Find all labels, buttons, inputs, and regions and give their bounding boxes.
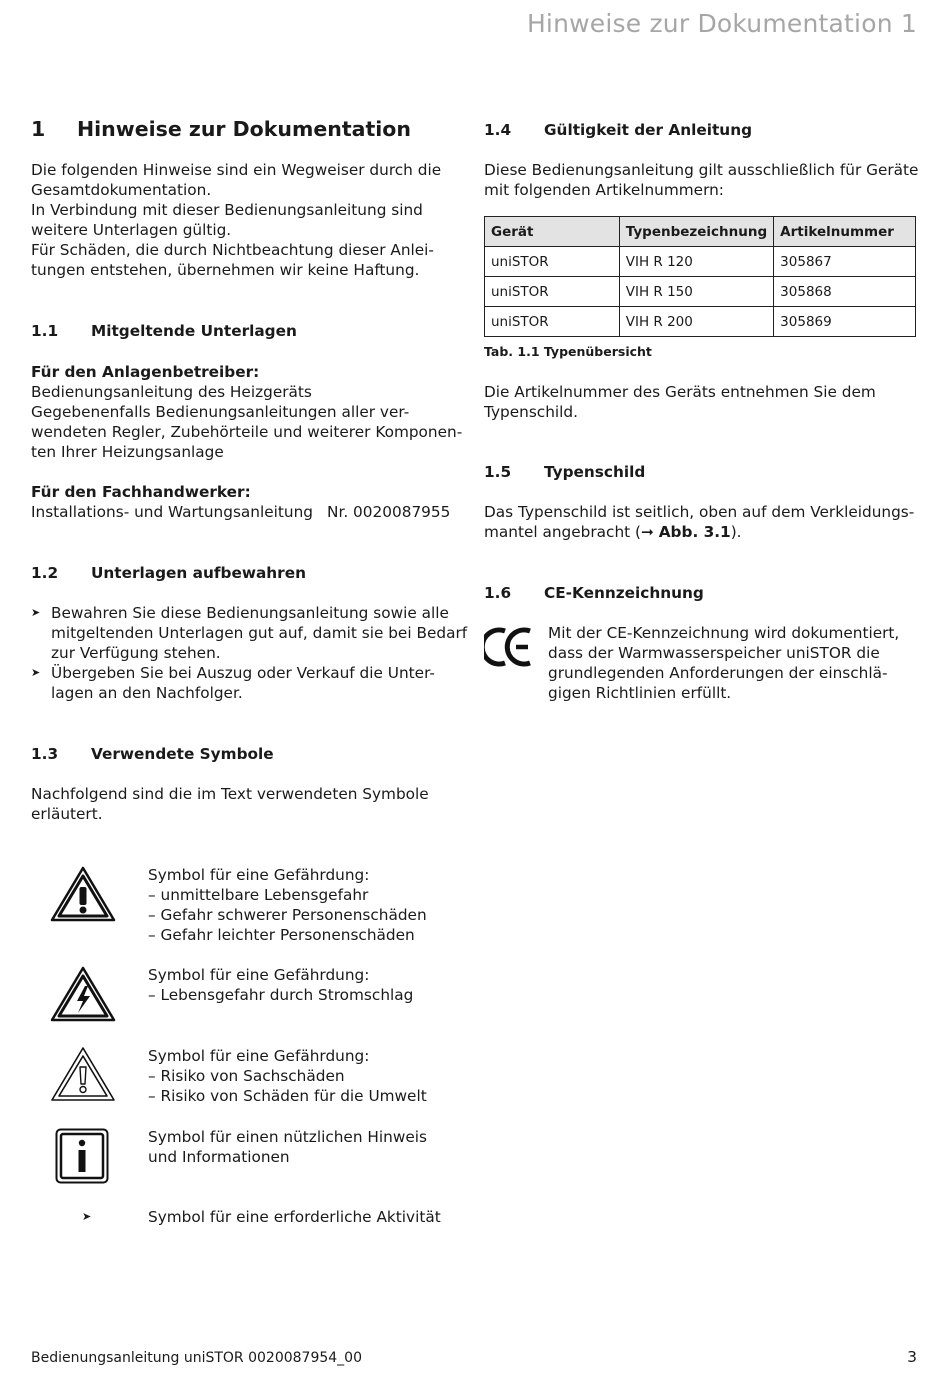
table-row [485, 307, 916, 337]
text-line: grundlegenden Anforderungen der einschlä- [548, 664, 888, 682]
text-line: Die folgenden Hinweise sind ein Wegweiser durch die [31, 161, 442, 179]
table-cell: uniSTOR [485, 277, 620, 307]
section-number: 1.5 [484, 463, 512, 481]
text-line: Bewahren Sie diese Bedienungsanleitung sowie alle [51, 604, 449, 622]
table-header-row [485, 217, 916, 247]
text-line: Typenschild. [484, 403, 578, 421]
section-number: 1.3 [31, 745, 59, 763]
text-line: erläutert. [31, 805, 103, 823]
symbol-caption: Symbol für einen nützlichen Hinweis [148, 1128, 427, 1146]
arrow-bullet-icon: ➤ [82, 1210, 92, 1223]
info-icon [55, 1128, 109, 1184]
symbol-caption: und Informationen [148, 1148, 290, 1166]
page-number: 3 [907, 1348, 917, 1366]
symbol-caption: Symbol für eine Gefährdung: [148, 866, 370, 884]
footer-doc-title: Bedienungsanleitung uniSTOR 0020087954_00 [31, 1350, 362, 1366]
symbol-caption: Symbol für eine Gefährdung: [148, 1047, 370, 1065]
danger-triangle-icon [50, 866, 116, 922]
warning-triangle-icon [50, 1046, 116, 1102]
text-line: wendeten Regler, Zubehörteile und weiterer Komponen- [31, 423, 463, 441]
table-cell: 305869 [774, 307, 916, 337]
text-line [484, 522, 742, 542]
column-header: Artikelnummer [774, 217, 916, 247]
text-line: mit folgenden Artikelnummern: [484, 181, 724, 199]
running-head: Hinweise zur Dokumentation 1 [526, 9, 917, 38]
text-line: Bedienungsanleitung des Heizgeräts [31, 383, 312, 401]
subheading: Für den Anlagenbetreiber: [31, 363, 260, 381]
section-number: 1.1 [31, 322, 59, 340]
chapter-number: 1 [31, 117, 46, 141]
chapter-title: Hinweise zur Dokumentation [77, 117, 411, 141]
text-line: Die Artikelnummer des Geräts entnehmen Sie dem [484, 383, 876, 401]
table-cell: 305868 [774, 277, 916, 307]
symbol-caption: – Risiko von Sachschäden [148, 1067, 345, 1085]
arrow-bullet-icon: ➤ [31, 666, 41, 679]
text-line: Gesamtdokumentation. [31, 181, 212, 199]
ce-mark-icon [484, 626, 534, 668]
symbol-caption: – Gefahr leichter Personenschäden [148, 926, 415, 944]
reference-arrow-icon: ➞ [641, 523, 654, 541]
text-line: Installations- und Wartungsanleitung [31, 503, 313, 521]
column-header: Gerät [485, 217, 620, 247]
symbol-caption: – Risiko von Schäden für die Umwelt [148, 1087, 427, 1105]
table-cell: VIH R 200 [619, 307, 773, 337]
text-line: Gegebenenfalls Bedienungsanleitungen aller ver- [31, 403, 410, 421]
section-heading: Unterlagen aufbewahren [91, 564, 306, 582]
symbol-caption: – unmittelbare Lebensgefahr [148, 886, 369, 904]
section-number: 1.6 [484, 584, 512, 602]
symbol-caption: – Lebensgefahr durch Stromschlag [148, 986, 414, 1004]
section-heading: Gültigkeit der Anleitung [544, 121, 753, 139]
table-row [485, 247, 916, 277]
symbol-caption: Symbol für eine Gefährdung: [148, 966, 370, 984]
section-number: 1.4 [484, 121, 512, 139]
document-number: Nr. 0020087955 [327, 503, 451, 521]
subheading: Für den Fachhandwerker: [31, 483, 251, 501]
table-row [485, 277, 916, 307]
text-line: tungen entstehen, übernehmen wir keine Haftung. [31, 261, 420, 279]
table-cell: VIH R 150 [619, 277, 773, 307]
section-heading: Mitgeltende Unterlagen [91, 322, 297, 340]
text-line: dass der Warmwasserspeicher uniSTOR die [548, 644, 880, 662]
electric-shock-triangle-icon [50, 966, 116, 1022]
text-line: Mit der CE-Kennzeichnung wird dokumentiert, [548, 624, 900, 642]
text-line: Nachfolgend sind die im Text verwendeten Symbole [31, 785, 429, 803]
text-line: gigen Richtlinien erfüllt. [548, 684, 732, 702]
type-overview-table [484, 216, 916, 337]
text-line: Übergeben Sie bei Auszug oder Verkauf die Unter- [51, 664, 435, 682]
text-line: Diese Bedienungsanleitung gilt ausschließlich für Geräte [484, 161, 919, 179]
text-line: Für Schäden, die durch Nichtbeachtung dieser Anlei- [31, 241, 434, 259]
arrow-bullet-icon: ➤ [31, 606, 41, 619]
section-heading: CE-Kennzeichnung [544, 584, 704, 602]
figure-reference[interactable]: Abb. 3.1 [658, 523, 731, 541]
column-header: Typenbezeichnung [619, 217, 773, 247]
text-fragment: ). [730, 523, 742, 541]
text-line: zur Verfügung stehen. [51, 644, 221, 662]
symbol-caption: Symbol für eine erforderliche Aktivität [148, 1208, 441, 1226]
section-heading: Typenschild [544, 463, 646, 481]
table-cell: 305867 [774, 247, 916, 277]
text-line: In Verbindung mit dieser Bedienungsanleitung sind [31, 201, 423, 219]
text-line: ten Ihrer Heizungsanlage [31, 443, 224, 461]
text-line: weitere Unterlagen gültig. [31, 221, 232, 239]
section-heading: Verwendete Symbole [91, 745, 274, 763]
text-line: mitgeltenden Unterlagen gut auf, damit sie bei Bedarf [51, 624, 468, 642]
table-caption: Tab. 1.1 Typenübersicht [484, 344, 652, 359]
text-fragment: mantel angebracht ( [484, 523, 641, 541]
section-number: 1.2 [31, 564, 59, 582]
symbol-caption: – Gefahr schwerer Personenschäden [148, 906, 427, 924]
table-cell: uniSTOR [485, 247, 620, 277]
table-cell: VIH R 120 [619, 247, 773, 277]
text-line: lagen an den Nachfolger. [51, 684, 243, 702]
table-cell: uniSTOR [485, 307, 620, 337]
text-line: Das Typenschild ist seitlich, oben auf dem Verkleidungs- [484, 503, 915, 521]
